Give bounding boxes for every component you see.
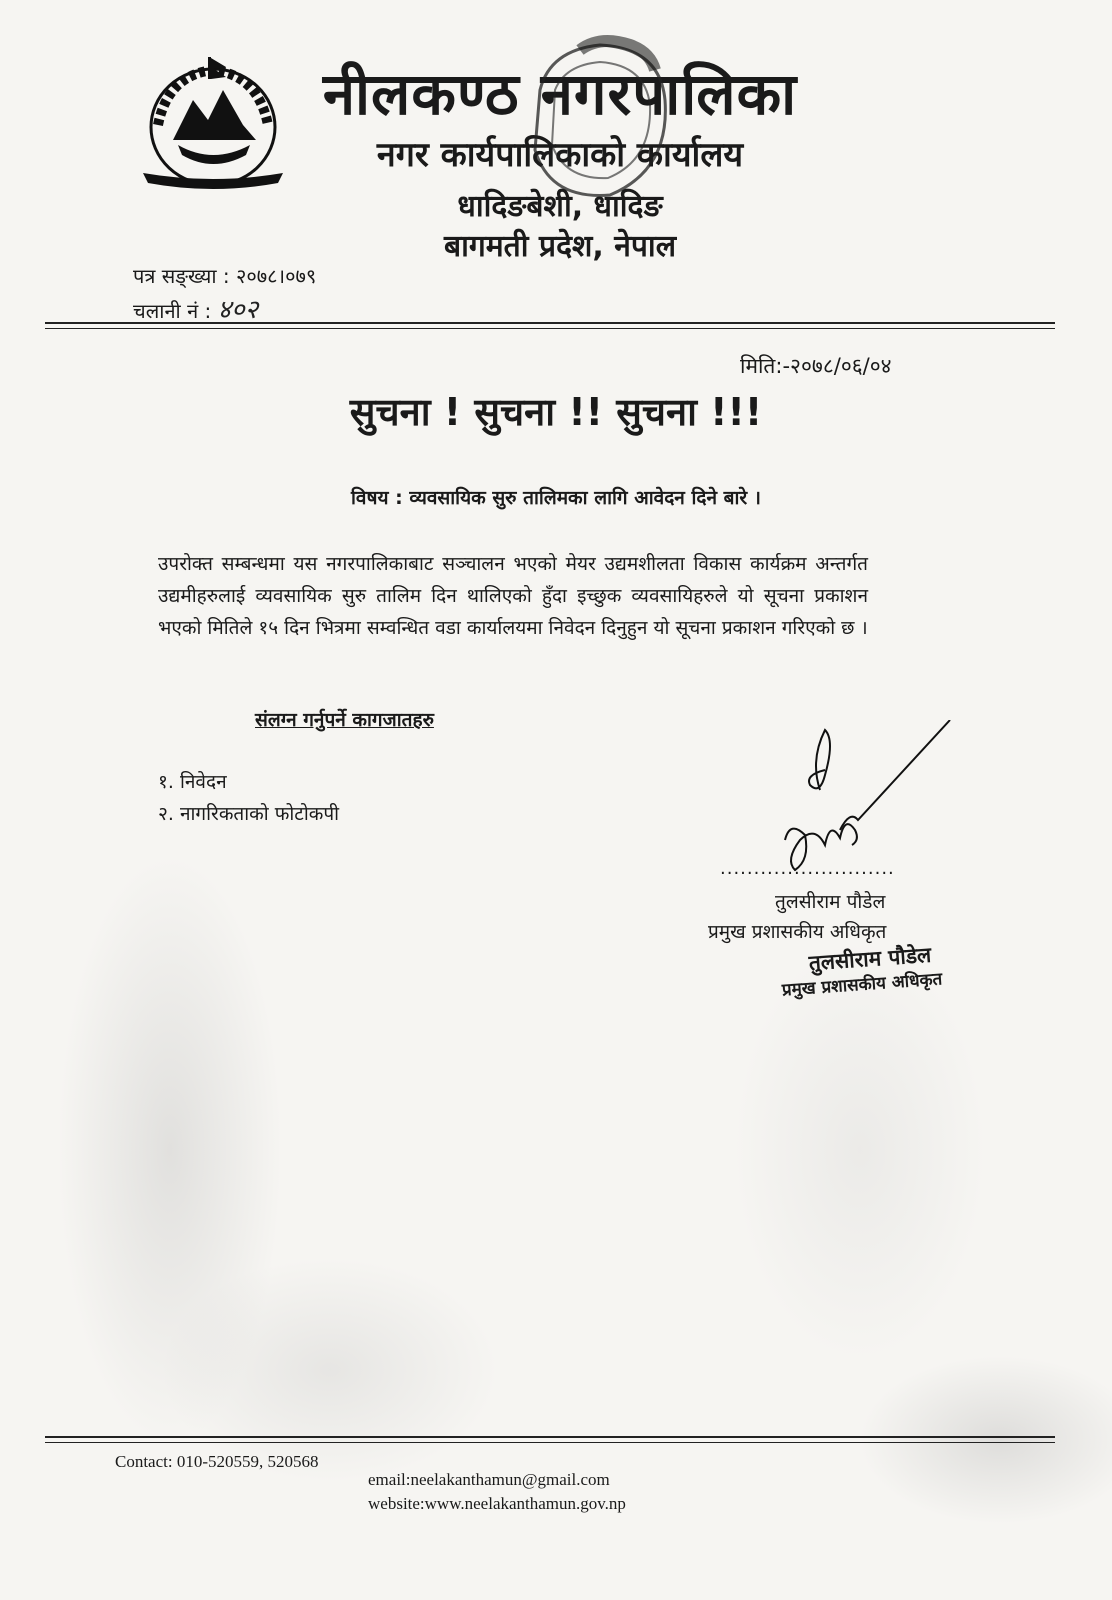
dispatch-number-row bbox=[133, 290, 258, 326]
notice-subject: विषय : व्यवसायिक सुरु तालिमका लागि आवेदन दिने बारे । bbox=[351, 487, 761, 509]
footer-website: website:www.neelakanthamun.gov.np bbox=[368, 1494, 626, 1513]
notice-heading: सुचना ! सुचना !! सुचना !!! bbox=[349, 390, 763, 434]
reference-number: पत्र सङ्ख्या : २०७८।०७९ bbox=[133, 264, 317, 288]
dispatch-number-handwritten: ४०२ bbox=[217, 295, 259, 325]
name-seal-name: तुलसीराम पौडेल bbox=[808, 942, 932, 976]
office-stamp bbox=[520, 30, 680, 210]
office-location: धादिङबेशी, धादिङ bbox=[457, 189, 663, 224]
signature-line: .......................... bbox=[720, 858, 895, 879]
footer-contact: Contact: 010-520559, 520568 bbox=[115, 1452, 319, 1471]
dispatch-label: चलानी नं : bbox=[133, 299, 212, 323]
municipality-name: नीलकण्ठ नगरपालिका bbox=[322, 60, 798, 128]
footer-rule-top bbox=[45, 1436, 1055, 1438]
attachment-item: १. निवेदन bbox=[158, 771, 227, 793]
office-name: नगर कार्यपालिकाको कार्यालय bbox=[376, 135, 744, 175]
attachments-heading: संलग्न गर्नुपर्ने कागजातहरु bbox=[255, 709, 434, 731]
footer-email: email:neelakanthamun@gmail.com bbox=[368, 1470, 610, 1489]
letter-date: मिति:-२०७८/०६/०४ bbox=[740, 354, 892, 378]
province-country: बागमती प्रदेश, नेपाल bbox=[443, 229, 677, 264]
header-rule-bottom bbox=[45, 328, 1055, 329]
footer-rule-bottom bbox=[45, 1442, 1055, 1443]
signatory-name: तुलसीराम पौडेल bbox=[775, 891, 886, 913]
attachment-item: २. नागरिकताको फोटोकपी bbox=[158, 803, 340, 825]
header-rule-top bbox=[45, 322, 1055, 324]
name-seal-title: प्रमुख प्रशासकीय अधिकृत bbox=[781, 969, 943, 1001]
notice-body: उपरोक्त सम्बन्धमा यस नगरपालिकाबाट सञ्चालन भएको मेयर उद्यमशीलता विकास कार्यक्रम अन्तर्गत उद्यमीहरुलाई व्यवसायिक सुरु तालिम दिन थालिएको हुँदा इच्छुक व्यवसायिहरुले यो सूचना प्रकाशन भएको मितिले १५ दिन भित्रमा सम्वन्धित वडा कार्यालयमा निवेदन दिनुहुन यो सूचना प्रकाशन गरिएको छ । bbox=[158, 553, 868, 639]
signatory-title: प्रमुख प्रशासकीय अधिकृत bbox=[708, 921, 887, 943]
